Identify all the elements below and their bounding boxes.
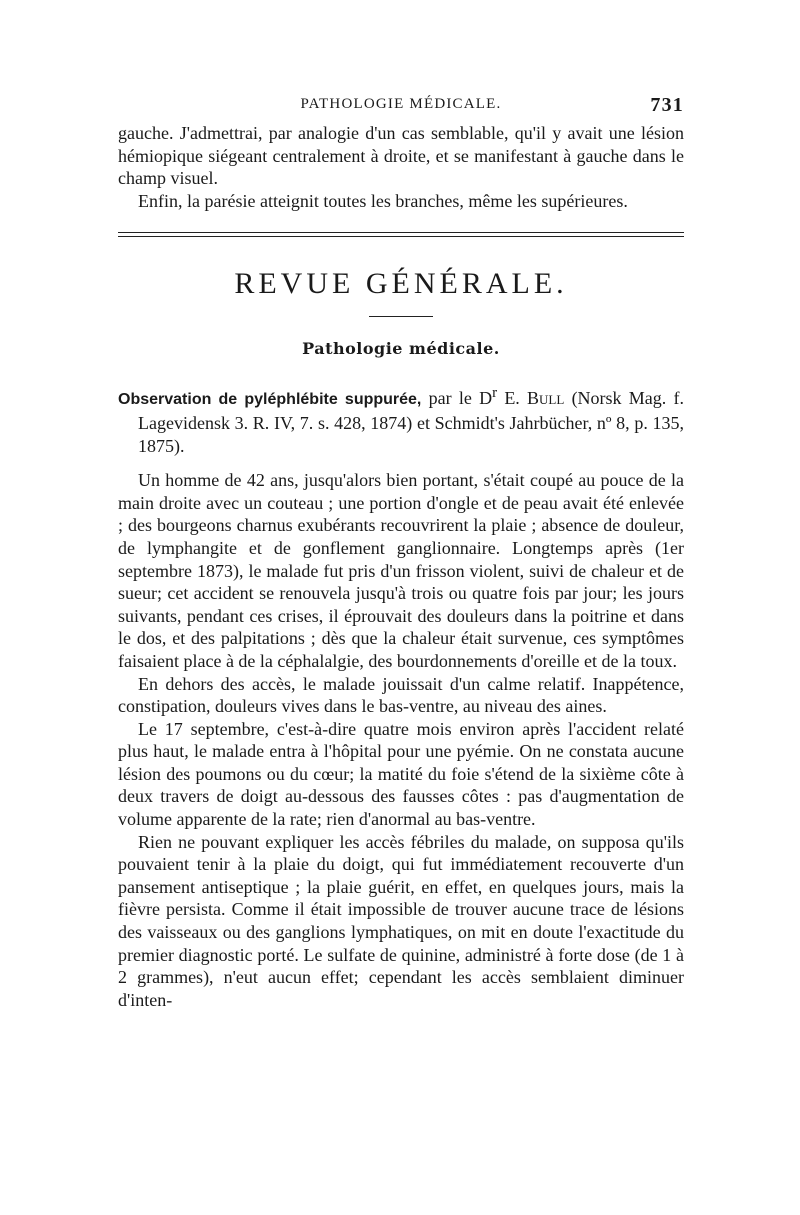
- body-paragraph: Rien ne pouvant expliquer les accès fébriles du malade, on supposa qu'ils pouvaient tenir à la plaie du doigt, qui fut immédiatement recouverte d'un pansement antiseptique ; la plaie guérit, en effet, en quelques jours, mais la fièvre persista. Comme il était impossible de trouver aucune trace de lésions des vaisseaux ou des ganglions lymphatiques, on mit en doute l'exactitude du premier diagnostic porté. Le sulfate de quinine, administré à forte dose (de 1 à 2 grammes), n'eut aucun effet; cependant les accès semblaient diminuer d'inten-: [118, 831, 684, 1010]
- article-title: Observation de pyléphlébite suppurée,: [118, 391, 422, 409]
- short-rule-divider: [369, 316, 433, 317]
- article-author: E. Bull: [504, 388, 565, 409]
- double-rule-divider: [118, 232, 684, 237]
- page-number: 731: [650, 94, 684, 116]
- article-heading: [118, 382, 684, 457]
- continuation-paragraph: Enfin, la parésie atteignit toutes les branches, même les supérieures.: [138, 190, 628, 211]
- article-body: [118, 469, 684, 1011]
- section-title: REVUE GÉNÉRALE.: [234, 267, 568, 301]
- continuation-paragraph: gauche. J'admettrai, par analogie d'un cas semblable, qu'il y avait une lésion hémiopique siégeant centralement à droite, et se manifestant à gauche dans le champ visuel.: [118, 123, 684, 189]
- body-paragraph: En dehors des accès, le malade jouissait d'un calme relatif. Inappétence, constipation, douleurs vives dans le bas-ventre, au niveau des aines.: [118, 673, 684, 717]
- continuation-text: [118, 122, 684, 212]
- body-paragraph: Le 17 septembre, c'est-à-dire quatre mois environ après l'accident relaté plus haut, le malade entra à l'hôpital pour une pyémie. On ne constata aucune lésion des poumons ou du cœur; la matité du foie s'étend de la sixième côte à deux travers de doigt au-dessous des fausses côtes : pas d'augmentation de volume apparente de la rate; rien d'anormal au bas-ventre.: [118, 718, 684, 830]
- running-title: PATHOLOGIE MÉDICALE.: [300, 96, 502, 112]
- book-page: [118, 96, 684, 1011]
- body-paragraph: Un homme de 42 ans, jusqu'alors bien portant, s'était coupé au pouce de la main droite avec un couteau ; une portion d'ongle et de peau avait été enlevée ; des bourgeons charnus exubérants recouvrirent la plaie ; absence de douleur, de lymphangite et de gonflement ganglionnaire. Longtemps après (1er septembre 1873), le malade fut pris d'un frisson violent, suivi de chaleur et de sueur; cet accident se renouvela jusqu'à trois ou quatre fois par jour; les jours suivants, pendant ces crises, il éprouvait des douleurs dans la poitrine et dans le dos, et des palpitations ; dès que la chaleur était survenue, ces symptômes faisaient place à de la céphalalgie, des bourdonnements d'oreille et de la toux.: [118, 470, 684, 671]
- article-by: par le $D^r$: [428, 385, 498, 409]
- running-header: [118, 96, 684, 122]
- subsection-title: Pathologie médicale.: [302, 339, 500, 359]
- article-citation: (Norsk Mag. f. Lagevidensk 3. R. IV, 7. s. 428, 1874) et Schmidt's Jahrbücher, nº 8, p. 135, 1875).: [138, 388, 685, 456]
